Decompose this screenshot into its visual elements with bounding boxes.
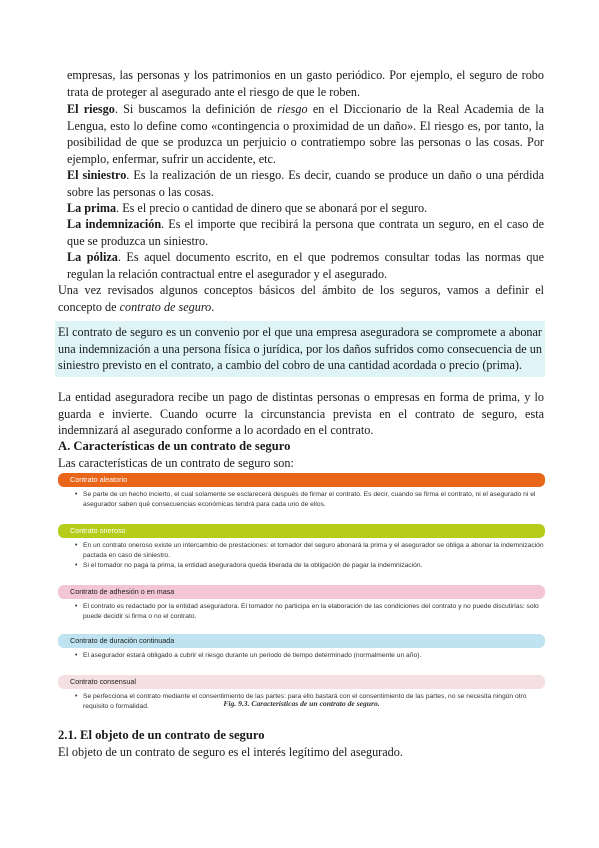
feature-bullet: • El asegurador estará obligado a cubrir el riesgo durante un periodo de tiempo determinado (normalmente un año). <box>76 651 545 661</box>
paragraph-continuation: empresas, las personas y los patrimonios en un gasto periódico. Por ejemplo, el seguro de robo trata de proteger al asegurado ante el riesgo de que le roben. <box>67 68 544 99</box>
feature-title: Contrato de adhesión o en masa <box>58 585 545 599</box>
feature-title: Contrato consensual <box>58 675 545 689</box>
term: La indemnización <box>67 217 162 231</box>
definition-indemnizacion: La indemnización. Es el importe que recibirá la persona que contrata un seguro, en el caso de que se produzca un siniestro. <box>67 217 544 248</box>
paragraph-entidad: La entidad aseguradora recibe un pago de distintas personas o empresas en forma de prima, y lo guarda e invierte. Cuando ocurre la circunstancia prevista en el contrato de seguro, esta indemnizará al asegurado conforme a lo acordado en el contrato. <box>58 390 544 438</box>
section-lead: Las características de un contrato de seguro son: <box>58 456 294 470</box>
feature-title: Contrato de duración continuada <box>58 634 545 648</box>
feature-box-oneroso <box>58 524 545 583</box>
section-heading-a: A. Características de un contrato de seguro <box>58 439 291 453</box>
figure-caption: Fig. 9.3. Características de un contrato de seguro. <box>223 699 380 708</box>
feature-box-aleatorio <box>58 473 545 522</box>
definition-prima: La prima. Es el precio o cantidad de dinero que se abonará por el seguro. <box>67 201 428 215</box>
highlight-text: El contrato de seguro es un convenio por el que una empresa aseguradora se compromete a abonar una indemnización a una persona física o jurídica, por los daños sufridos como consecuencia de un siniestro previsto en el contrato, a cambio del cobro de una cantidad acordada o precio (prima). <box>58 325 542 373</box>
definition-poliza: La póliza. Es aquel documento escrito, en el que podremos consultar todas las normas que regulan la relación contractual entre el asegurador y el asegurado. <box>67 250 545 281</box>
term: La póliza <box>67 250 118 264</box>
feature-box-consensual <box>58 675 545 718</box>
term: La prima <box>67 201 117 215</box>
feature-title: Contrato aleatorio <box>58 473 545 487</box>
feature-bullet: • El contrato es redactado por la entidad aseguradora. El tomador no participa en la elaboración de las condiciones del contrato y no puede discutirlas: solo puede decidir si firma o no el contrato. <box>76 602 545 622</box>
feature-box-adhesion <box>58 585 545 632</box>
section-heading-2-1: 2.1. El objeto de un contrato de seguro <box>58 728 265 742</box>
definition-riesgo: El riesgo. Si buscamos la definición de riesgo en el Diccionario de la Real Academia de la Lengua, esto lo define como «contingencia o proximidad de un daño». El riesgo es, por tanto, la posibilidad de que se produzca un perjuicio o contratiempo sobre las personas o las cosas. Por ejemplo, enfermar, sufrir un accidente, etc. <box>67 102 544 166</box>
figure-caracteristicas <box>58 473 545 718</box>
term: El riesgo <box>67 102 115 116</box>
feature-bullet: • Si el tomador no paga la prima, la entidad aseguradora queda liberada de la obligación de pagar la indemnización. <box>76 561 545 571</box>
term: El siniestro <box>67 168 127 182</box>
feature-title: Contrato oneroso <box>58 524 545 538</box>
feature-bullet: • Se parte de un hecho incierto, el cual solamente se esclarecerá después de firmar el contrato. Es decir, cuando se firma el contrato, ni el asegurado ni el asegurador saben qué consecuencias económicas tendrá para cada uno de ellos. <box>76 490 545 510</box>
paragraph-objeto: El objeto de un contrato de seguro es el interés legítimo del asegurado. <box>58 745 403 759</box>
definition-siniestro: El siniestro. Es la realización de un riesgo. Es decir, cuando se produce un daño o una pérdida sobre las personas o las cosas. <box>67 168 544 199</box>
intro-paragraph: Una vez revisados algunos conceptos básicos del ámbito de los seguros, vamos a definir el concepto de contrato de seguro. <box>58 283 544 314</box>
feature-bullet: • En un contrato oneroso existe un intercambio de prestaciones: el tomador del seguro abonará la prima y el asegurador se obliga a abonar la indemnización pactada en caso de siniestro. <box>76 541 545 561</box>
definition-highlight-box <box>55 321 545 377</box>
feature-bullet: • Se perfecciona el contrato mediante el consentimiento de las partes: para ello bastará con el consentimiento de las partes, no se necesita ningún otro requisito o formalidad. <box>76 692 545 712</box>
feature-box-duracion <box>58 634 545 673</box>
